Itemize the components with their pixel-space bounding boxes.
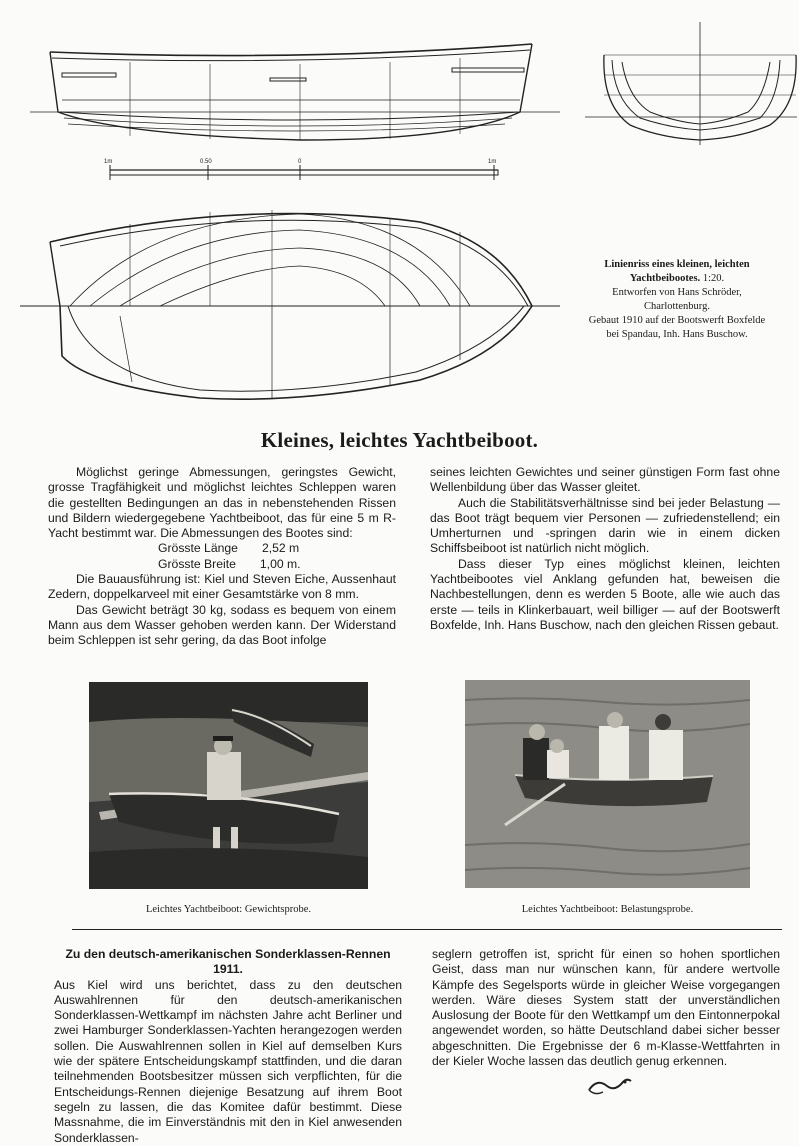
news-heading: Zu den deutsch-amerikanischen Sonderklassen-Rennen 1911. (65, 947, 391, 977)
article-paragraph: Die Bauausführung ist: Kiel und Steven Eiche, Aussenhaut Zedern, doppelkarveel mit einer Gesamtstärke von 8 mm. (48, 572, 396, 602)
news-paragraph: Aus Kiel wird uns berichtet, dass zu den deutschen Auswahlrennen für den deutsch-amerikanischen Sonderklassen-Wettkampf im nächsten Jahre acht Berliner und zwei Hamburger Sonderklassen-Yachten herangezogen werden sollen. Die Auswahlrennen sollen in Kiel auf demselben Kurs wie der spätere Entscheidungskampf stattfinden, und die daran teilnehmenden Bootsbesitzer müssen sich verpflichten, für die Entscheidungs-Rennen diejenige Besatzung auf ihrem Boot segeln zu lassen, die das Komitee dafür bestimmt. Diese Massnahme, die im Einverständnis mit den in Kiel anwesenden Sonderklassen- (54, 977, 402, 1145)
article-paragraph: Auch die Stabilitätsverhältnisse sind bei jeder Belastung — das Boot trägt bequem vier Personen — zufriedenstellend; ein Umherturnen und -springen darin wie in einem dicken Schiffsbeiboot ist natürlich nicht möglich. (430, 495, 780, 556)
article-paragraph: Dass dieser Typ eines möglichst kleinen, leichten Yachtbeibootes viel Anklang gefunden hat, beweisen die Nachbestellungen, denn es werden 5 Boote, alle wie auch das erste — teils in Klinkerbauart, weil billiger — auf der Bootswerft Boxfelde, Inh. Hans Buschow, nach den gleichen Rissen gebaut. (430, 556, 780, 632)
plan-view (20, 210, 560, 399)
photo-caption-left: Leichtes Yachtbeiboot: Gewichtsprobe. (145, 904, 312, 915)
article-title: Kleines, leichtes Yachtbeiboot. (260, 428, 539, 452)
scale-tick-label: 0.50 (200, 159, 212, 165)
caption-location: Charlottenburg. (643, 301, 710, 312)
caption-title-line1: Linienriss eines kleinen, leichten (604, 259, 750, 270)
scale-tick-label: 1m (104, 159, 113, 165)
news-column-2 (432, 947, 780, 1069)
section-view (585, 22, 797, 145)
article-paragraph: Das Gewicht beträgt 30 kg, sodass es bequem von einem Mann aus dem Wasser gehoben werden kann. Der Widerstand beim Schleppen ist sehr gering, da das Boot infolge (48, 602, 396, 648)
caption-yard: bei Spandau, Inh. Hans Buschow. (606, 329, 748, 340)
caption-built: Gebaut 1910 auf der Bootswerft Boxfelde (588, 315, 766, 326)
dimension-breadth: Grösste Breite 1,00 m. (158, 556, 301, 571)
article-column-1 (48, 465, 396, 649)
photo-caption-right: Leichtes Yachtbeiboot: Belastungsprobe. (521, 904, 694, 915)
article-column-2 (430, 465, 780, 633)
section-divider (72, 929, 782, 930)
article-paragraph: seines leichten Gewichtes und seiner günstigen Form fast ohne Wellenbildung über das Wasser gleitet. (430, 465, 780, 495)
scale-bar (110, 165, 498, 180)
article-paragraph: Möglichst geringe Abmessungen, geringstes Gewicht, grosse Tragfähigkeit und möglichst leichtes Schleppen waren die gestellten Bedingungen an das in nebenstehenden Rissen und Bildern wiedergegebene Yachtbeiboot, das für eine 5 m R-Yacht bestimmt war. Die Abmessungen des Bootes sind: (48, 465, 396, 541)
scale-tick-label: 1m (488, 159, 497, 165)
caption-designer: Entworfen von Hans Schröder, (612, 287, 742, 298)
ornament-icon (585, 1072, 633, 1100)
lines-drawing (0, 0, 799, 420)
scale-tick-label: 0 (298, 159, 302, 165)
dimension-length: Grösste Länge 2,52 m (158, 541, 300, 556)
profile-view (30, 44, 560, 140)
news-column-1 (54, 947, 402, 1146)
caption-scale: 1:20. (702, 273, 725, 284)
news-paragraph: seglern getroffen ist, spricht für einen so hohen sportlichen Geist, dass man nur wünschen kann, für andere wertvolle Kämpfe des Segelsports würde in gleicher Weise vorgegangen werden. Wäre dieses System statt der unverständlichen Auslosung der Boote für den Wettkampf um den Eintonnerpokal angewendet worden, so hätte Deutschland dabei sicher besser abgeschnitten. Die Ergebnisse der 6 m-Klasse-Wettfahrten in der Kieler Woche lassen das deutlich genug erkennen. (432, 947, 780, 1069)
caption-title-line2: Yachtbeibootes. (629, 273, 701, 284)
photo-load-test (465, 680, 750, 888)
photo-weight-test (89, 682, 368, 889)
drawing-caption (574, 258, 780, 342)
